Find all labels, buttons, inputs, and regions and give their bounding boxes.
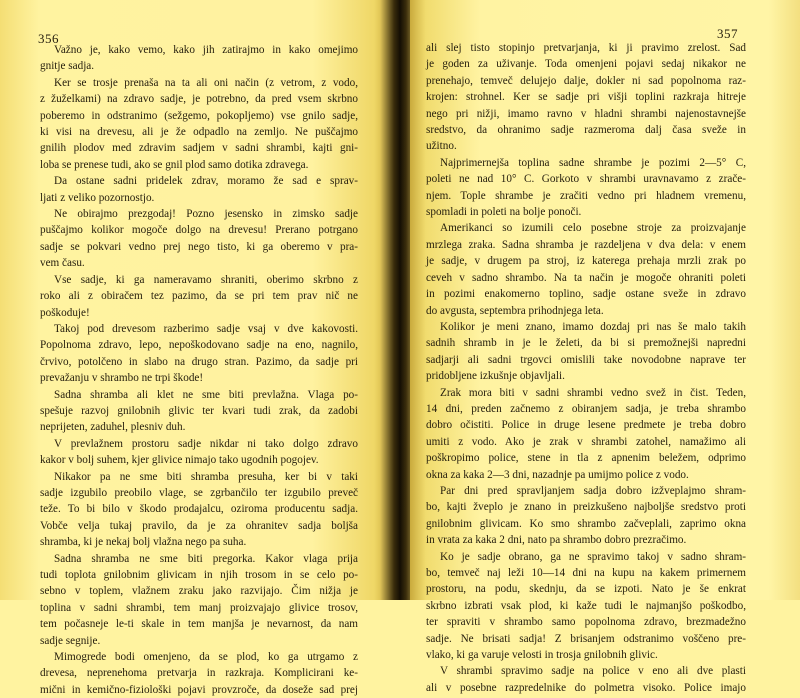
left-page (0, 0, 390, 696)
text-line: vlako, ki ga varuje velosti in trosja gnilobnih glivic. (426, 649, 658, 662)
text-line: sadnih shramb in je le želeti, da bi si premožnejši napredni (426, 337, 746, 350)
text-line: Mimogrede bodi omenjeno, da se plod, ko ga utrgamo z (54, 651, 358, 664)
text-line: poškropimo police, stene in tla z apnenim beležem, odprimo (426, 452, 746, 465)
text-line: Ko je sadje obrano, ga ne spravimo takoj v sadno shram- (440, 550, 746, 563)
text-line: prenehajo, temveč delujejo dalje, dokler ni sad popolnoma raz- (426, 74, 746, 87)
text-line: umiti z vodo. Ako je zrak v shrambi zatohel, namažimo ali (426, 435, 746, 448)
text-line: gnitje sadja. (40, 60, 95, 73)
text-line: gnilih plodov med zdravim sadjem v sadni shrambi, kajti gni- (40, 142, 358, 155)
text-line: poberemo in odstranimo (sežgemo, pokopljemo) vse gnilo sadje, (40, 109, 358, 122)
text-line: teže. To bi bilo v škodo prodajalcu, oziroma producentu sadja. (40, 503, 358, 516)
text-line: ter spraviti v shrambo samo popolnoma zdravo, brezmadežno (426, 616, 746, 629)
text-line: Zrak mora biti v sadni shrambi vedno svež in čist. Teden, (440, 386, 746, 399)
text-line: gnilobnim glivicam. Ko smo shrambo začveplali, zaprimo okna (426, 517, 746, 530)
text-line: do avgusta, septembra prihodnjega leta. (426, 304, 604, 317)
text-line: mrzlega zraka. Sadna shramba je razdeljena v dva dela: v enem (426, 238, 746, 251)
text-line: Najprimernejša toplina sadne shrambe je pozimi 2—5° C, (440, 156, 746, 169)
right-page (410, 0, 800, 694)
text-line: Ne obirajmo prezgodaj! Pozno jesensko in zimsko sadje (54, 208, 358, 221)
text-line: mični in kemično-fiziološki pojavi provzroče, da doseže sad prej (40, 683, 358, 696)
text-line: sadje se pokvari vedno prej nego tisto, ki ga oberemo v pra- (40, 240, 358, 253)
text-line: Nikakor pa ne sme biti shramba presuha, ker bi v taki (54, 470, 358, 483)
text-line: in pozimi enakomerno toplino, sadje ostane sveže in zdravo (426, 288, 746, 301)
text-line: Amerikanci so izumili celo posebne stroje za proizvajanje (440, 222, 746, 235)
text-line: vem času. (40, 257, 85, 270)
page-number: 357 (717, 26, 738, 41)
text-line: Da ostane sadni pridelek zdrav, moramo že sad e sprav- (54, 175, 358, 188)
text-line: spešuje razvoj gnilobnih glivic ter kvari tudi zrak, da zadobi (40, 404, 358, 417)
text-line: shramba, ki je nekaj bolj vlažna nego pa suha. (40, 536, 247, 549)
text-line: 14 dni, preden začnemo z obiranjem sadja, je treba shrambo (426, 402, 746, 415)
text-line: ali v posebne razpredelnike do polmetra visoko. Police imajo (426, 681, 746, 694)
text-line: okna za kaka 2—3 dni, nazadnje pa umijmo police z vodo. (426, 468, 689, 481)
text-line: ki visi na drevesu, ali je že odpadlo na zemljo. Ne puščajmo (40, 126, 358, 139)
text-line: Popolnoma zdravo, lepo, nepoškodovano sadje na eno, nagnilo, (40, 339, 358, 352)
text-line: sredstvo, da ohranimo sadje razmeroma dalj časa sveže in (426, 124, 746, 137)
text-line: roko ali z obiračem tez pazimo, da se pri tem prav nič ne (40, 290, 358, 303)
text-line: sadje segnije. (40, 634, 101, 647)
page-body-text (40, 42, 358, 698)
text-line: njem. Tople shrambe je zračiti vedno pri hladnem vremenu, (426, 189, 746, 202)
text-line: sadje. Ne brisati sadja! Z brisanjem odstranimo voščeno pre- (426, 632, 746, 645)
text-line: z žuželkami) na zdravo sadje, je potrebno, da pred vsem skrbno (40, 93, 358, 106)
text-line: sadje izgubilo preobilo vlage, se zgrbančilo ter izgubilo preveč (40, 486, 358, 499)
text-line: ceveh v sadno shrambo. Na ta način je mogoče ohraniti poleti (426, 271, 746, 284)
text-line: Sadna shramba ne sme biti pregorka. Kakor vlaga prija (54, 552, 358, 565)
text-line: spomladi in poleti na bolje ponoči. (426, 206, 582, 219)
text-line: Sadna shramba ali klet ne sme biti prevlažna. Vlaga po- (54, 388, 358, 401)
text-line: toplina v sadni shrambi, tem manj proizvajajo glivice trosov, (40, 601, 358, 614)
text-line: tem počasneje le-ti skale in tem manjša je nevarnost, da nam (40, 618, 358, 631)
text-line: ali slej tisto stopinjo pretvarjanja, ki ji pravimo zrelost. Sad (426, 42, 746, 54)
text-line: puščajmo kolikor mogoče dolgo na drevesu! Prerano potrgano (40, 224, 358, 237)
text-line: bo, temveč naj leži 10—14 dni na kupu na kakem primernem (426, 567, 746, 579)
text-line: V prevlažnem prostoru sadje nikdar ni tako dolgo zdravo (54, 437, 358, 450)
text-line: Kolikor je meni znano, imamo dozdaj pri nas še malo takih (440, 320, 746, 333)
text-line: pridobljene izkušnje objavljali. (426, 370, 565, 383)
text-line: kakor v bolj suhem, kjer glivice nimajo tako ugodnih pogojev. (40, 454, 319, 467)
text-line: tudi toplota gnilobnim glivicam in njih trosom in se celo po- (40, 569, 358, 581)
text-line: in vrata za kaka 2 dni, nato pa shrambo dobro prezračimo. (426, 534, 687, 547)
text-line: črvivo, potolčeno in slabo na drugo stran. Pazimo, da sadje pri (40, 355, 358, 368)
text-line: Vobče velja tukaj pravilo, da je za ohranitev sadja boljša (40, 519, 358, 532)
text-line: V shrambi spravimo sadje na police v eno ali dve plasti (440, 665, 746, 678)
text-line: je sadje, v drugem pa stroj, iz katerega prehaja mrzli zrak po (426, 255, 746, 268)
text-line: poleti ne nad 10° C. Gorkoto v shrambi uravnavamo z zrače- (426, 173, 746, 186)
text-line: loba se prenese tudi, ako se gnil plod samo dotika zdravega. (40, 158, 309, 171)
text-line: neprijeten, zaduhel, plesniv duh. (40, 421, 186, 434)
text-line: krojen: strohnel. Ker se sadje pri višji toplini razkraja hitreje (426, 91, 746, 104)
text-line: prevažanju v shrambo ne trpi škode! (40, 372, 204, 385)
text-line: skrbno izbrati vsak plod, ki kaže tudi le najmanjšo poškodbo, (426, 599, 746, 612)
text-line: Takoj pod drevesom razberimo sadje vsaj v dve kakovosti. (54, 322, 358, 335)
text-line: poškoduje! (40, 306, 90, 319)
text-line: sadjarji ali sadni trgovci omislili take novodobne naprave ter (426, 353, 746, 366)
text-line: užitno. (426, 140, 457, 153)
text-line: nego pri nižji, imamo ravno v hladni shrambi najenostavnejše (426, 107, 746, 120)
text-line: prostoru, na podu, skednju, da se izpoti. Nato je še enkrat (426, 583, 746, 596)
text-line: Par dni pred spravljanjem sadja dobro izžveplajmo shram- (440, 484, 746, 497)
text-line: Vse sadje, ki ga nameravamo shraniti, oberimo skrbno z (54, 273, 358, 286)
text-line: dobro očistiti. Police in druge lesene predmete je treba dobro (426, 419, 746, 432)
text-line: bo, kajti žveplo je znano in preizkušeno najboljše sredstvo proti (426, 501, 746, 514)
page-number: 356 (38, 31, 59, 46)
text-line: sebno v toplem, vlažnem zraku jako razvijajo. Čim nižja je (40, 585, 358, 598)
text-line: je goden za uživanje. Toda omenjeni pojavi sedaj nikakor ne (426, 58, 746, 71)
page-body-text (426, 40, 746, 696)
text-line: Važno je, kako vemo, kako jih zatirajmo in kako omejimo (54, 44, 358, 56)
text-line: ljati z veliko pozornostjo. (40, 191, 155, 204)
text-line: drevesa, neprenehoma pretvarja in razkraja. Komplicirani ke- (40, 667, 358, 680)
text-line: Ker se trosje prenaša na ta ali oni način (z vetrom, z vodo, (54, 76, 358, 89)
